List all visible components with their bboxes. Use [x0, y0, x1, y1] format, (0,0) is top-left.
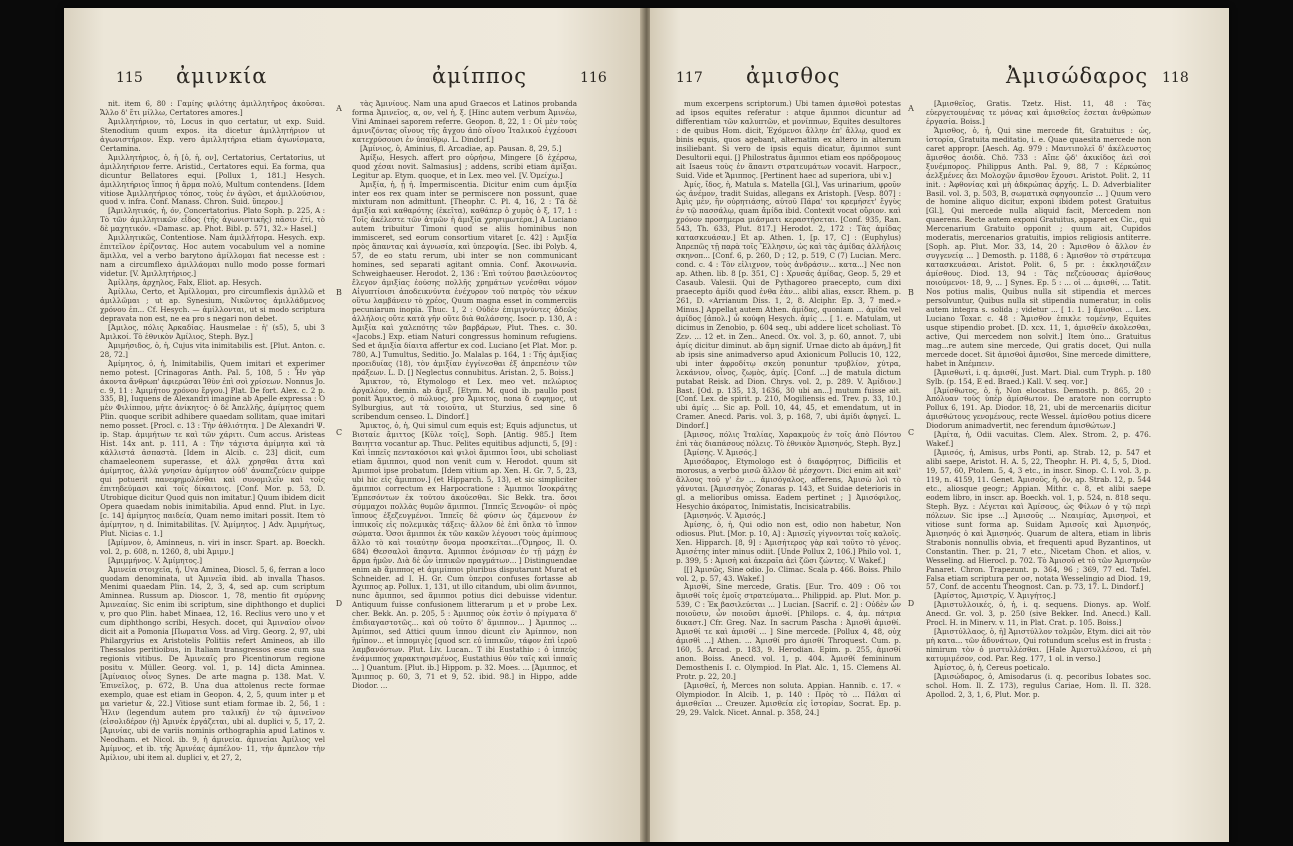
entry: τὰς Ἀμινίους. Nam una apud Graecos et Latinos probanda forma Ἀμινεῖος, α, ον, vel ἡ, ξ. [Hinc autem verbum Ἀμινέω, Vini Aminaei saporem referre. Geopon. 8, 22, 1 : Οἱ μὲν τοὺς ἀμινιζόντας οἴνους τῆς ἄγχου ἀπὸ οἴνου Ἰταλικοῦ ἐγχέουσι κατεχρύσουσι ἐν ὑπαίθρῳ. L. Dindorf.] — [352, 100, 577, 144]
entry: [Ἀμίσης. V. Ἀμισός.] — [684, 448, 757, 458]
entry: Ἄμισθος, ὁ, ἡ, Qui sine mercede fit, Gratuitus : ὡς, ἱστορία, Gratuita meditatio, i. e. Quae quaesita mercede non caret appropr. [Aesch. Ag. 979 : Μαντιπολεῖ δ' ἀκέλευστος ἄμισθος ἀοιδὰ. Chö. 733 : Αἴπε ᾤδ' ἀκικίδος ἀεὶ σοὶ ξυνέμπορος. Philippus Anth. Pal. 9, 88, 7 : Κέρκώπος ἀελξμένες ἄει Μολοχῷν ἄμισθον ἔχουσι. Aristot. Polit. 2, 11 init. : Ἀφθονίας καὶ μὴ ἀδκρώπας ἀρχῆς. L. D. Adverbialiter Basil. vol. 3, p. 503, B, σωματικὰ σφηγουπεῖσ ... ] Quum vero de homine aliquo dicitur, exponi ibidem potest Gratuitus [Gl.], Qui mercede nulla aliquid facit, Mercedem non quaerens. Recte autem exponi Gratuitus, apparet ex Cic., qui Mercenarium Gratuito opponit ; quum ait, Cupidos moderatis, mercenarios gratuitis, impios religiosis antiterre. [Soph. ap. Plut. Mor. 33, 14, 20 : Ἄμισθον ὁ ἄλλον ἐν συγγενείᾳ ... ] Demosth. p. 1188, 6 : Ἀμισθον τὸ στράτευμα κατασκευάσαι. Aristot. Polit. 6, 5 pr. : ἐκκλησιάζειν ἀμίσθους. Diod. 13, 94 : Τὰς πεζεύουσας ἀμίσθους ποιούμενοι· 18, 9, ... ] Synes. Ep. 5 : ... οἱ ... ἀμισθί, ... Tatit. Nos potius malis, Quibus nulla sit stipendia et merces persolvuntur, Quibus nulla sit stipendia numeratur, in colis autem integra s. solida ; videtur ... [ 1. 1. ] ἄμισθοι ... Lex. Luciano Toxar. c. 48 : Ἄμισθον ἐπικλε τομένην, Equites usque stipendio probet. [D. xcx. 11, 1, ἀμισθεῖν ἀκολεσθαι, active, Qui mercedem non solvit.] Item ὑπο... Gratuitus mag...re autem sine mercede, Qui gratis docet, Qui nulla mercede docet. Sit ἀμισθοὶ ἄμισθοι, Sine mercede dimittere, habet in Ἀπέμπειν. — [926, 125, 1151, 368]
entry: Ἀμισόδαρος, Etymologo est ὁ διαφόρητος, Difficilis et morosus, a verbo μισῶ ἄλλον δὲ μέσχοντι. Dici enim ait καὶ' ἄλλους τοῦ γ' ἐν ... ἀμισόγαλος, afferens, Ἀμισὼ λοὶ τὸ γάνυται. [Ἀμισσηγὸς Zonaras p. 143, et Suidae deterioris in gl. a melioribus omissa. Eadem pertinet ; ] Ἀμισόφιλος, Hesychio ἀκόρατος, Inimistatis, Incisicatrabilis. — [676, 457, 901, 511]
section-letter: D — [335, 599, 343, 608]
right-page — [650, 8, 1229, 842]
entry: Ἀμιμήσιδος, ὁ, ἡ, Cujus vita inimitabilis est. [Plut. Anton. c. 28, 72.] — [100, 340, 325, 359]
section-letter: A — [908, 104, 914, 113]
left-page-header — [64, 66, 643, 92]
headword: ἀμίππος — [432, 64, 528, 88]
text-column-2 — [352, 100, 577, 820]
entry: [Ἀμισθεῖ, ἡ, Merces non soluta. Appian. Hannib. c. 17. « Olympiodor. In Alcib. 1, p. 140 : Πρὸς τὸ ... Πάλαι αἱ ἀμισθεῖαι ... Creuzer. Ἀμισθεία εἰς ἱστορίαν, Socrat. Ep. p. 29, 29. Valck. Nicet. Annal. p. 358, 24.] — [676, 680, 901, 717]
section-letter: C — [907, 428, 915, 437]
page-number: 116 — [580, 70, 607, 86]
entry: Ἁμιλλητήριον, τὸ, Locus in quo certatur, ut exp. Suid. Stenodium quum expos. ita dicetur ἁμιλλητήριον ut ἀγωνιστήριον. Exp. vero ἁμιλλητήρια etiam ἀγωνίσματα, Certamina. — [100, 116, 325, 153]
entry: Ἀμινεία στοιχεῖα, ἡ, Uva Aminea, Dioscl. 5, 6, ferran a loco quodam denominata, ut Ἀμινεῖα ibid. ab invalla Thasos. Menimi quaedam Plin. 14, 2, 3, 4, sed ap. cum scriptum Aminnea. Russum ap. Dioscor. 1, 78, mentio fit σμύρνης Ἀμινεαίας. Sic enim ibi scriptum, sine diphthongo et duplici v, pro quo Plin. habet Minaea, 12, 16. Reclius vero uno v et cum diphthongo scribi, Hesych. docet, qui Ἀμιναῖον οἶνον dicit ait a Pomonia [Πωματια Voss. ad Virg. Georg. 2, 97, ubi Philargyrius ex Aristotelis Politiis refert Amineos, ab illo Thessalos peritioibus, in Italiam transgressos esse cum sua regionis vitibus. De Ἀμινεαῖς pro Picentinorum regione positu v. Müller. Georg. vol. 1, p. 14] dicta Aminnea. [Ἀμίναιος οἶνος Synes. De arte magna p. 138. Mat. V. Ἐπινεῖλος, p. 672, B. Una dua attolenus recte formae exemplo, quae est etiam in Geopon. 4, 2, 5, quum inter μ et μα varietur &, 22.] Vitiose sunt etiam formae ib. 2, 56, 1 : Ἦλιν (legendum autem pro ταλικῆ) ἐν τῷ ἀμινεῖνον (εἰσολιδέρον (ἡ) Ἀμινέκ ἐργάζεται, ubi al. duplici v, 5, 17, 2. [Ἀμινίας, ubi de variis nominis orthographia apud Latinos v. Neodham. et Nicol. ib. 9, ἡ ἀμινεία. ἀμινείαι Ἀμίλιος vel Ἀμίμνος, et ib. τῆς Ἀμινέας ἀμπέλου· 11, τὴν ἄμπελον τὴν Ἀμίλιον, ubi item al. duplici v, et 27, 2, — [100, 564, 325, 762]
entry: [Ἀμίσθωτος, ὁ, ἡ, Non elocatus. Demosth. p. 865, 20 : Ἀπόλυαν τοὺς ὑπὲρ ἀμίσθωτον. De aratore non corrupto Pollux 6, 191. Ap. Diodor. 18, 21, ubi de mercenariis dicitur ἀμισθώτους γενομένους, recte Wessel. ἀμίσθου potius dicere Diodorum animadvertit, nec ferendum ἀμισθώτων.] — [926, 385, 1151, 431]
left-page — [64, 8, 643, 842]
section-letter: D — [907, 599, 915, 608]
section-letter: C — [335, 428, 343, 437]
headword: Ἀμισώδαρος — [1006, 64, 1149, 88]
entry: [Ἀμισώδαρος, ὁ, Amisodarus (i. q. pecoribus Iobates soc. schol. Hom. Il. Z. 173), regulus Cariae, Hom. Il. Π. 328. Apollod. 2, 3, 1, 6, Plut. Mor. p. — [926, 672, 1151, 699]
entry: [Ἀμισθεῖος, Gratis. Tzetz. Hist. 11, 48 : Τὰς εὐεργετουμένας τε μόνας καὶ ἀμισθεῖος ἐσεται ἀνθρώπων ἐργασία. Boiss.] — [926, 100, 1151, 126]
entry: Ἀμίσης, ὁ, ἡ, Qui odio non est, odio non habetur, Non odiosus. Plut. [Mor. p. 10, A] : Ἀμισεῖς γίγνονται τοῖς καλοῖς. Xen. Hipparch. [8, 9] : Ἀμισήτερος γὰρ καὶ τοῦτο τὸ γένος. Ἀμισέτης inter minus odiit. [Unde Pollux 2, 106.] Philo vol. 1, p. 399, 5 : Ἀμισὴ καὶ ἀκεραῖα ἀεὶ ζῶσι ζώντες. V. Wakef.] — [676, 519, 901, 565]
book-spread — [64, 8, 1229, 842]
entry: nit. item 6, 80 : Γαμίης φιλότης ἁμιλλητῆρος ἀκοῦσαι. Ἄλλο δ' ἔτι μίλλω, Certatores amores.] — [100, 100, 325, 117]
entry: [Ἀμισηνός. V. Ἀμισός.] — [684, 510, 766, 520]
section-letter: B — [908, 288, 914, 297]
entry: [Ἀμιλλητικός, ἡ, όν, Concertatorius. Plato Soph. p. 225, A : Τὸ τῶν ἁμιλλητικῶν εἶδος (τῆς ἀγωνιστικῆς) πᾶσιν ἐτί, τὸ δὲ μαχητικόν. «Damasc. ap. Phot. Bibl. p. 571, 32.» Hasel.] — [100, 206, 325, 234]
page-number: 115 — [116, 70, 143, 86]
entry: [Ἀμισθωτὶ, i. q. ἀμισθί, Just. Mart. Dial. cum Tryph. p. 180 Sylb. (p. 154, E ed. Braed.) Kall. V. seq. vor.] — [926, 367, 1151, 386]
text-column-1 — [100, 100, 325, 820]
headword: ἀμινκία — [176, 64, 268, 88]
headword: ἀμισθος — [746, 64, 841, 88]
text-column-1 — [676, 100, 901, 820]
entry: mum excerpens scriptorum.) Ubi tamen ἀμισθοὶ potestas ad ipsos equites referatur : atque ἅμιπποι dicuntur ad differentiam τῶν καλυπτῶν, et μονίππων, Equites desultores : de quibus Hom. dicit, Ἐχόμενοι ἄλλην ἐπ' ἄλλῳ, quod ex binis equis, quos agebant, alternatim ex altero in alterum insiliebant. Si vero de ipsis equis dicatur, ἄμιπποι sunt Desultorii equi. [] Philostratus ἅμιπποι etiam eos πρόδρομους ait Isaeus τοὺς ἐν ἅπαντι στρατευμάτων vocavit. Harpocr., Suid. Vide et Ἅμιππος. [Pertinent haec ad superiora, ubi v.] — [676, 100, 901, 180]
entry: [Ἀμίτα, ἡ, Odii vacuitas. Clem. Alex. Strom. 2, p. 476. Wakef.] — [926, 430, 1151, 449]
page-number: 117 — [676, 70, 703, 86]
right-page-header — [650, 66, 1229, 92]
section-letter: B — [336, 288, 342, 297]
entry: Ἁμίλλω, Certo, et Ἁμίλλομαι, pro circumflexis ἁμιλλῶ et ἁμιλλῶμαι ; ut ap. Synesium, Νικῶντος ἀμιλλάδμενος χρόνου ἐπ... Cf. Hesych. — ἁμίλλονται, ut si modo scriptura depravata non est, ne ea pro s negari non debet. — [100, 287, 325, 323]
entry: Ἁμιλλητήριος, ὁ, ἡ [ὁ, ἡ, ον], Certatorius, Certatorius, ut ἁμιλλητήριον ferre. Aristid., Certatores equi. Ea forma, qua dicuntur Bellatores equi. [Pollux 1, 181.] Hesych. ἁμιλλητήριος ἵππος ἡ ἅρμα πολύ, Multum contendens. [Idem vitiose Ἀμιλλητήριος τόπος, τοὺς ἐν ἀγῶσι, et ἁμιλλούσιον, quod v. infra. Conf. Manass. Chron. Suid. ὕπερον.] — [100, 152, 325, 207]
entry: Ἀμιξία, ἡ, ᾗ ἡ. Impermiscentia. Dicitur enim cum ἀμιξία inter eos rex quam inter se permiscere non possunt, quae mixturam non admittunt. [Theophr. C. Pl. 4, 16, 2 : Τὰ δὲ ἀμιξία καὶ καθαρότης (ἐκεῖτα), καθάπερ ὁ χυμὸς ὁ ξ, 17, 1 : Τοῖς ἀκέλεστε τῶν ἀτμῶν ἡ ἀμιξία χρησιμωτέρα.] A Luciano autem tribuitur Timoni quod se aliis hominibus non immisceret, sed eorum consortium vitaret [c. 42] : Ἀμιξία πρὸς ἅπαντας καὶ ἀγνωσία, καὶ ὑπεροψία. [Sec. ibi Polyb. 4, 57, de eo statu rerum, ubi inter se non communicant homines, sed separati agitant omnia. Conf. Ἀκοινωνία. Schweighaeuser. Herodot. 2, 136 : Ἐπὶ τούτου βασιλεύοντος ἔλεγον ἀμιξίας ἐούσης πολλῆς χρημάτων γενέσθαι νόμον Αἰγυπτίοισι ἀποδεικνύντα ἐνέχυρον τοῦ πατρὸς τὸν νέκυν οὕτω λαμβάνειν τὸ χρέος, Quum magna esset in commerciis pecuniarum inopia. Thuc. 1, 2 : Οὐδὲν ἐπιμιγνύντες ἀδεῶς ἀλλήλοις οὔτε κατὰ γῆν οὔτε διὰ θαλάσσης. Isocr. p. 130, A : Ἀμιξία καὶ χαλεπότης τῶν βαρβάρων, Plut. Thes. c. 30. «Jacobs.] Exp. etiam Naturi congressus hominum refugiens. Sed et ἀμιξία δίαιτα affertur ex cod. Luciano [et Plat. Mor. p. 780, A.] Tumultus, Seditio. Jo. Malalas p. 164, 1 : Τῆς ἀμιξίας προειδυίας (18), τὸν ἀμιξίαν ἐγγίνεσθαι ἐξ ἀπρεπέσιν τῶν πράξεων. L. D. [] Neglectus connubitus. Aristan. 2, 5. Boiss.] — [352, 179, 577, 377]
entry: Ἄμικτον, τὸ, Etymologo et Lex. meo vet. πελώριος ἀργαλέον, demin. ab ἄμιξ. [Etym. M. quod ib. paullo post ponit Ἄμικτος, ὁ πώλυος, pro Ἄμικτος, nona δ ευφημος, ut Sylburgius, aut τὰ τοιοῦτα, ut Sturzius, sed sine δ scribendum censeo. L. Dindorf.] — [352, 376, 577, 422]
entry: Ἀμίς, ἴδος, ἡ, Matula s. Matella [Gl.], Vas urinarium, φροῦν ὡς ἀνέμον, tradit Suidas, allegans ex Aristoph. [Vesp. 807] : Ἀμὶς μὲν, ἣν οὐρητιάσης, αὐτοῦ Πάρα' τοι κρεμήσετ' ἔγγὺς ἐν τῷ πασσάλῳ, quam ἄμίδα ibid. Contexit vocat οὔριον. καὶ χρόνον προσημερα μιάσματι κεραστήσεται. [Conf. 935, Ran. 543, Th. 633, Plut. 817.] Herodot. 2, 172 : Τὰς ἀμίδας κατασκευάσαν.] Et ap. Athen. 1, [p. 17, C] : (Euphylus) Ἀπρεπῶς τῇ παρὰ τοῖς Ἕλλησιν, ὡς καὶ τὰς ἀμίδας ἀλλήλοις σκηνοπ... [Conf. 6, p. 260, D ; 12, p. 519, C (7) Lucian. Merc. cond. c. 4 : Τὸν εἰλιχνον, τοὺς ἀνδράσιν... κατα...] Nec non ap. Athen. lib. 8 [p. 351, C] : Χρυσᾶς ἀμίδας, Geop. 5, 29 et Casaub. Valesii. Qui de Pythagoreo praecepto, cum dixi praecepto ἀμίδι quod ἐνθα ἐὰν... alibi alias, exscr. Rhem. p. 261, D. «Arrianum Diss. 1, 2, 8. Alciphr. Ep. 3, 7 med.» Minus.] Appellat autem Athen. ἀμίδας, quoniam ... ἀμίδα vel ἀμίδος [ἀπολ.] ὦ κούφη Hesych. ἀμίς ... [ 1. e. Matulam, ut dicimus in Zenobio, p. 604 seq., ubi addere licet scholiast. Τὸ Ζεν. ... 12 et. in Zen.. Anecd. Ox. vol. 3, p. 60, annot. 7, ubi ἀμίς dicitur diminut. ab ἄμη signif. Urnae dicto ab ἀμάνη,] fit ab ipsis sine animadverso apud Axionicum Pollucis 10, 122, ubi inter ἀφροδίτῳ σκεύη ponuntur τρυβλίον, χύτρα, λεκάνιον, οἶνος, ζωμὸς, ἀμίς. [Conf. ...] de matula dictum putabat Reisk. ad Dion. Chrys. vol. 2, p. 289. V. Ἀμίδιον.] Bast. [Od. p. 135, 13, 1636, 30 ubi an...] mutum fuisse ait. [Conf. Lex. de spirit. p. 210, Mogiliensis ed. Trev. p. 33, 10.] ubi ἀμίς ... Sic ap. Poll. 10, 44, 45, et emendatum, ut in Cramer. Anecd. Paris. vol. 3, p. 168, 7, ubi ἀμίδι ἀφηγεῖ. L. Dindorf.] — [676, 179, 901, 431]
entry: [Ἀμίμνον, ὁ, Aminneus, n. viri in inscr. Spart. ap. Boeckh. vol. 2, p. 608, n. 1260, 8, ubi Ἀμιμν.] — [100, 537, 325, 556]
entry: Ἄμικτος, ὁ, ἡ, Qui simul cum equis est; Equis adjunctus, ut Βιοταίε ἄμιττος [Κῦλε τοῖς], Soph. [Antig. 985.] Item Βαιηττα vocantur ap. Thuc. Pelites equitibus adjuncti, 5, [9] : Καὶ ἱππεῖς πεντακόσιοι καὶ ψιλοὶ ἄμιπποι ἴσοι, ubi scholiast etiam ἄμιπποι, quod non venit cum v. Herodot. quum sit Ἀμιπποὶ ipse probatum. [Idem vitium ap. Xen. H. Gr. 7, 5, 23, ubi hic εἰς ἄμιππον.] (et Hipparch. 5, 13), et sic simpliciter ἄμιπποι correctum ex Harpocratione : Ἀμιπποι Ἰσοκράτης Ἐμπεσόντων ἐκ τούτου ἀκούεσθαι. Sic Bekk. tra. ὅσοι σύμμαχοι πολλὰς θυμῶν ἄμιπποι. [Ἱππεῖς Ξενοφῶν· οἱ πρὸς ἵππους ἐξεζευγμένοι. Ἱππεῖς δὲ φύσιν ὡς ζάμενουν ἐν ἱππικοῖς εἰς πολεμικὰς τάξεις· ἄλλον δὲ ἐπὶ ὅπλα τὸ ἵππον σώματα. Ὁσοι ἅμιπποι ἐκ τῶν κακῶν λέγουσι τοὺς ἀμίππους ἄλλο τὸ καὶ τοιαύτην ὄνομα προσκεῖται...(Ὅμηρος, Il. O. 684) Θεσσαλοὶ ἅπαντα. Ἁμιπποι ἐνόμισαν ἐν τῇ μάχῃ ἐν ἄρμα ἡμῶν. Διὰ δὲ ὧν ἱππικῶν πραγμάτων... ] Distinguendae enim ab ἅμιππος et ἀμιμίπποι pluribus disputarunt Murat et Schneider. ad I. H. Gr. Cum ὑπεροι confuses fortasse ab Ἀχιππος ap. Pollux. 1, 131, ut illo citandum, ubi olim ἄνιπποι, nunc ἄμιπποι, sed ἅμιπποι potius dici debuisse videntur. Antiquum fuisse confusionem litterarum μ et ν probe Lex. cher. Bekk. An. p. 205, 5 : Ἀμιππος οὐκ ἐστὶν ὁ πρίγματα δ' ἐπιδιαγαστοτῶς... καὶ οὐ τοῦτο δ' ἅμιππον... ] Ἀμιππος ... Ἁμίπποι, sed Attici quum ἱππου dicunt εἰν Ἀμίππον, non ἡμῖπον... et ἱππομιγὲς [quod scr. εὐ ἱππικῶν, τάφον ἐπὶ ἱεροῦ λαμβανόντων. Plut. Liv. Lucan.. T ibi Eustathio : ὁ ἱππεὺς ἐνάμιππος χαρακτηρισμένος, Eustathius θὑν ταῖς καὶ ἱππαῖς ... ] Quantum. [Plut. ib.] Hippom. p. 32. Moes. ... [Ἀμιππος, et Ἄμιππος p. 60, 3, 71 et 9, 52. ibid. 98.] in Hippo, adde Diodor. ... — [352, 421, 577, 690]
entry: [Ἀμιμμήνος. V. Ἀμίμητος.] — [108, 555, 203, 565]
entry: [Ἀμισός, ἡ, Amisus, urbs Ponti, ap. Strab. 12, p. 547 et alibi saepe, Aristot. H. A. 5, 22, Theophr. H. Pl. 4, 5, 5, Diod. 19, 57, 60, Ptolem. 5, 4, 3 etc., in inscr. Sinop. C. I. vol. 3, p. 119, n. 4159, 11. Genet. Ἀμισοῦς, ἡ, ὁν, ap. Strab. 12, p. 544 etc., aliosque geogr.; Appian. Mithr. c. 8, et alibi saepe eodem libro, in inscr. ap. Boeckh. vol. 1, p. 524, n. 818 sequ. Steph. Byz. : Λέγεται καὶ Ἀμίσους, ὡς Φίλων ὁ γ τῷ περὶ πόλεων. Sic ipse ...] Ἀμισοῦς ... Νεαιμίας, Ἀμισηνοὶ, et vitiose sunt forma ap. Suidam Ἀμισοῖς καὶ Ἀμισηνός, Ἀμισηνός ὁ καὶ Ἀμισηνός. Quarum de altera, etiam in libris Strabonis nonnullis obvia, et frequenti apud Byzantinos, ut Constantin. Ther. p. 21, 7 etc., Nicetam Chon. et alios, v. Wesseling. ad Hierocl. p. 702. Τὸ Ἀμισοῦ et τὸ τῶν Ἀμισηνῶν Panaret. Chron. Trapezunt. p. 364, 96 ; 369, 77 ed. Tafel. Falsa etiam scriptura per οσ, notata Wesselingio ad Diod. 19, 57, Conf. de accentu Theognost. Can. p. 73, 17. L. Dindorf.] — [926, 448, 1151, 592]
entry: Ἀμισθί, Sine mercede, Gratis. [Eur. Tro. 409 : Οὔ τοι ἄμισθί τοῖς ἐμοῖς στρατεύματα... Philippid. ap. Plut. Mor. p. 539, C : Ἐκ βασιλεύεται ... ] Lucian. [Sacrif. c. 2] : Οὐδὲν ὧν ποιοῦσιν, ὧν ποιοῦσι ἀμισθί. [Philops. c. 4, ἀμ. πάτρια δικαστ.] Cfr. Greg. Naz. In sacrum Pascha : Ἀμισθὶ ἀμισθί. Ἀμισθί τε καὶ ἀμισθί ... ] Sine mercede. [Pollux 4, 48, οὐχ ἀμισθὶ ...] Athen. ... Ἀμισθί pro ἀμισθί Throquest. Cum. p. 160, 5. Arcad. p. 183, 9. Herodian. Epim. p. 255, ἀμισθί anon. Boiss. Anecd. vol. 1, p. 404. Ἀμισθί femininum Demosthenis I. c. Olympiod. In Plat. Alc. 1, 15. Clemens Al. Protr. p. 22, 20.] — [676, 582, 901, 681]
section-letter: A — [336, 104, 342, 113]
entry: [Ἀμίστος, Ἀμιστρίς, V. Ἀμιγήτος.] — [934, 591, 1056, 601]
entry: [Ἀμιστύλλαος, ὁ, ἡ] Ἀμιστύλλον τολμῶν, Etym. dici ait τὸν μὴ κατα... τῶν ἀδυνάτων, Qui rotundum scelus est in frusta : nimirum τὸν ὁ μιστυλλέσθαι. [Hale Ἀμιστυλλέσου, εἰ μὴ κατυμιμέσον, cod. Par. Reg. 177, 1 ol. in verso.] — [926, 627, 1151, 664]
entry: Ἀμίξω, Hesych. affert pro οὐρήσω, Mingere [δ ἐχέρσω, quod χέσαι novit. Salmasius] ; addens, scribi etiam ἀμίξαι. Legitur ap. Etym. quoque, et in Lex. meo vel. [V. Ὀμείχω.] — [352, 152, 577, 180]
entry: [Ἀμιλος, πόλις Ἀρκαδίας. Hausmelae : ἡ' (s5), 5, ubi 3 Ἀμιλκοί. Τὸ ἐθνικὸν Ἀμίλιος, Steph. Byz.] — [100, 322, 325, 341]
page-number: 118 — [1162, 70, 1189, 86]
entry: Ἁμίλληs, ἀρχηλος, Falx, Eliot. ap. Hesych. — [108, 278, 262, 288]
entry: Ἀμίμητος, ὁ, ἡ, Inimitabilis, Quem imitari et experimer nemo potest. [Crinagoras Anth. Pal. 5, 108, 5 : Ἦν γὰρ ἀκοντα ἄνθρωπ' ἀφιερώσαι Ἰθὺν ἐπὶ σοὶ χρίσεων. Nonnus Jo. c. 9, 11 : Ἀμιμήτου χρόνου ἔργου.] Plat. De fort. Alex. c. 2 p. 335, B], Iuquens de Alexandri imagine ab Apelle expressa : Ὁ μὲν Φιλίππου, μήτε ἀνίκητος· ὁ δὲ Ἀπελλῆς, ἀμίμητος quem Plin. quoque scribit adhibere quaedam sollitam, quae imitari nemo posset. [Procl. c. 13 : Τὴν ἀθλιότητα. ] De Alexandri Ψ. ip. Stap. ἀμιμήτων τε καὶ τῶν χάριτι. Cum accus. Aristeas Hist. 14x ant. p. 111, A : Τὴν τάχιστα ἀμίμητα καὶ τὰ κάλλιστά ἀσπαστὰ. [Idem in Alcib. c. 23] dicit, cum chamaeleonem superasse, et ἀλλ χρησθαι ἄττα καὶ ἀμίμητος, ἀλλὰ γνησίαν ἀμίμητον οὐδ' ἀναπεζεύειν quippe qui potuerit πανεφημολέσθαι καὶ συνομιλεῖν καὶ τοῖς ἐπιτηδεύμασι καὶ τοῖς δίκαιτοις. [Conf. Mor. p. 53, D. Utrobique dicitur Quod quis non imitatur.] Quum ibidem dicit Opera quaedam nobis inimitabilia. Apud ennd. Plut. in Lyc. [c. 14] ἀμίμητος παιδεία, Quam nemo imitari possit. Item τὸ ἀμίμητον, η d. Inimitabilitas. [V. Ἀμίμητος. ] Adv. Ἀμιμήτως, Plut. Nicias c. 1.] — [100, 358, 325, 538]
entry: [Ἀμισος, πόλις Ἰταλίας, Χαρακμοὺς ἐν τοῖς ἀπὸ Πόντου ἐπὶ τὰς διαπάσους πόλεις. Τὸ ἐθνικὸν Ἀμισηνός, Steph. Byz.] — [676, 430, 901, 449]
entry: Ἀμιλλητικῶς, Contentiose. Nam ἁμιλλήτορα. Hesych. exp. ἐπιτεῖλον ἐρίζοντας. Hoc autem vocabulum vel a nomine ἅμιλλα, vel a verbo barytono ἁμίλλομαι fiat necesse est : nam a circumflexo ἁμιλλάομαι nullo modo posse formari videtur. [V. Ἀμιλλητήριος.] — [100, 233, 325, 279]
text-column-2 — [926, 100, 1151, 820]
entry: Ἀμίστος, ὁ, ἡ, Cereus poeticalo. — [934, 663, 1050, 673]
entry: [Ἀμιστυλλοικές, ὁ, ἡ, i. q. sequens. Dionys. ap. Wolf. Anecd. Gr. vol. 3, p. 250 (sive Bekker. Ind. Anecd.) Kall. Procl. H. in Minerv. v. 11, in Plat. Crat. p. 105. Boiss.] — [926, 600, 1151, 628]
entry: [Ἀμίνιος, ὁ, Aminius, fl. Arcadiae, ap. Pausan. 8, 29, 5.] — [360, 143, 562, 153]
entry: [[] Ἀμισῶς, Sine odio. Jo. Climac. Scala p. 466. Boiss. Philo vol. 2, p. 57, 43. Wakef.] — [676, 564, 901, 583]
